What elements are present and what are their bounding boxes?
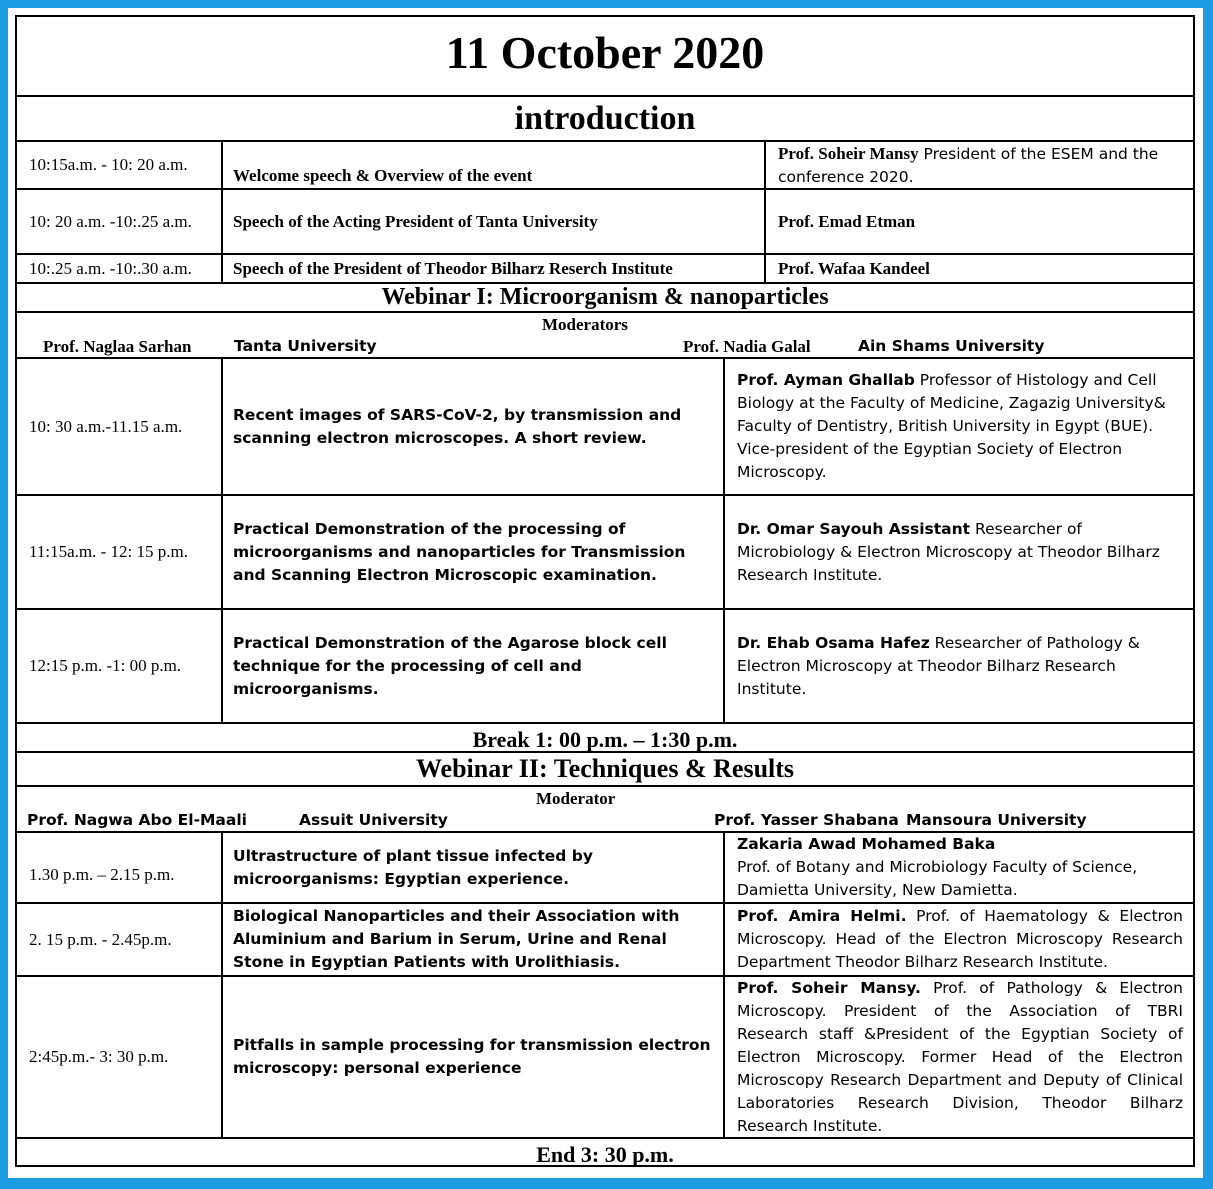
moderator-affiliation: Ain Shams University [858, 337, 1045, 355]
time-cell: 10: 30 a.m.-11.15 a.m. [29, 416, 183, 436]
break-row [17, 724, 1193, 753]
speaker-name: Prof. Wafaa Kandeel [764, 255, 1193, 282]
speaker-cell [723, 496, 1193, 608]
topic-cell: Speech of the President of Theodor Bilharz Reserch Institute [221, 255, 764, 282]
topic-cell: Practical Demonstration of the processing of microorganisms and nanoparticles for Transmission and Scanning Electron Microscopic examination. [221, 496, 723, 608]
speaker-cell [723, 904, 1193, 975]
moderator-affiliation: Mansoura University [906, 811, 1087, 829]
time-cell: 12:15 p.m. -1: 00 p.m. [29, 656, 182, 675]
session-row [17, 610, 1193, 724]
time-cell: 2:45p.m.- 3: 30 p.m. [29, 1047, 169, 1066]
speaker-name: Prof. Ayman Ghallab [737, 371, 915, 389]
speaker-name: Prof. Soheir Mansy [778, 143, 919, 163]
webinar1-heading-row [17, 284, 1193, 313]
speaker-desc: Prof. of Botany and Microbiology Faculty of Science, Damietta University, New Damietta. [737, 858, 1138, 899]
speaker-cell [723, 977, 1193, 1137]
speaker-cell [764, 142, 1193, 188]
break-text: Break 1: 00 p.m. – 1:30 p.m. [472, 726, 738, 752]
end-text: End 3: 30 p.m. [536, 1142, 674, 1167]
moderator-name: Prof. Nagwa Abo El-Maali [27, 811, 247, 829]
time-cell: 2. 15 p.m. - 2.45p.m. [29, 929, 172, 949]
program-table [15, 15, 1195, 1167]
speaker-desc: Prof. of Haematology & Electron Microscopy. Head of the Electron Microscopy Research Department Theodor Bilharz Research Institute. [737, 907, 1183, 971]
speaker-name: Prof. Amira Helmi. [737, 907, 907, 925]
moderator-name: Prof. Yasser Shabana [714, 811, 899, 829]
date-title: 11 October 2020 [445, 26, 765, 78]
intro-heading: introduction [514, 99, 696, 137]
topic-cell: Biological Nanoparticles and their Association with Aluminium and Barium in Serum, Urine and Renal Stone in Egyptian Patients with Urolithiasis. [221, 904, 723, 975]
end-row [17, 1139, 1193, 1167]
webinar2-moderators-row [17, 787, 1193, 833]
speaker-desc: Prof. of Pathology & Electron Microscopy. President of the Association of TBRI Research staff &President of the Egyptian Society of Electron Microscopy. Former Head of the Electron Microscopy Research Department and Deputy of Clinical Laboratories Research Division, Theodor Bilharz Research Institute. [737, 978, 1183, 1135]
session-row [17, 904, 1193, 977]
intro-row [17, 190, 1193, 255]
intro-row [17, 142, 1193, 190]
webinar1-heading: Webinar I: Microorganism & nanoparticles [381, 284, 829, 310]
webinar2-heading: Webinar II: Techniques & Results [415, 754, 795, 783]
speaker-name: Zakaria Awad Mohamed Baka [737, 835, 996, 853]
speaker-name: Dr. Ehab Osama Hafez [737, 633, 930, 652]
intro-heading-row [17, 97, 1193, 142]
speaker-desc: Professor of Histology and Cell Biology at the Faculty of Medicine, Zagazig University& Faculty of Dentistry, British University in Egypt (BUE). Vice-president of the Egyptian Society of Electron Microscopy. [737, 371, 1166, 481]
speaker-desc: Researcher of Microbiology & Electron Microscopy at Theodor Bilharz Research Institute. [737, 519, 1160, 584]
speaker-cell [723, 359, 1193, 494]
moderator-affiliation: Assuit University [299, 811, 448, 829]
topic-cell: Pitfalls in sample processing for transmission electron microscopy: personal experience [221, 977, 723, 1137]
speaker-name: Prof. Emad Etman [764, 190, 1193, 253]
topic-cell: Ultrastructure of plant tissue infected by microorganisms: Egyptian experience. [221, 833, 723, 902]
time-cell: 10: 20 a.m. -10:.25 a.m. [29, 211, 192, 231]
moderator-label: Moderator [536, 789, 616, 808]
time-cell: 10:15a.m. - 10: 20 a.m. [29, 155, 188, 174]
moderators-label: Moderators [542, 315, 628, 334]
moderator-name: Prof. Naglaa Sarhan [43, 337, 192, 356]
speaker-name: Dr. Omar Sayouh Assistant [737, 519, 971, 538]
speaker-name: Prof. Soheir Mansy. [737, 978, 921, 997]
intro-row [17, 255, 1193, 284]
session-row [17, 359, 1193, 496]
speaker-cell [723, 833, 1193, 902]
webinar2-heading-row [17, 753, 1193, 787]
speaker-desc: Researcher of Pathology & Electron Microscopy at Theodor Bilharz Research Institute. [737, 633, 1140, 698]
speaker-desc: President of the ESEM and the conference 2020. [778, 144, 1159, 186]
time-cell: 1.30 p.m. – 2.15 p.m. [29, 864, 175, 884]
session-row [17, 496, 1193, 610]
webinar1-moderators-row [17, 313, 1193, 359]
date-title-row [17, 17, 1193, 97]
topic-cell: Welcome speech & Overview of the event [221, 142, 764, 188]
topic-cell: Speech of the Acting President of Tanta University [221, 190, 764, 253]
moderator-name: Prof. Nadia Galal [683, 337, 811, 356]
moderator-affiliation: Tanta University [234, 337, 377, 355]
topic-cell: Recent images of SARS-CoV-2, by transmission and scanning electron microscopes. A short review. [221, 359, 723, 494]
time-cell: 10:.25 a.m. -10:.30 a.m. [29, 258, 192, 278]
session-row [17, 833, 1193, 904]
topic-cell: Practical Demonstration of the Agarose block cell technique for the processing of cell and microorganisms. [221, 610, 723, 722]
session-row [17, 977, 1193, 1139]
time-cell: 11:15a.m. - 12: 15 p.m. [29, 542, 188, 561]
speaker-cell [723, 610, 1193, 722]
program-sheet [8, 8, 1203, 1178]
